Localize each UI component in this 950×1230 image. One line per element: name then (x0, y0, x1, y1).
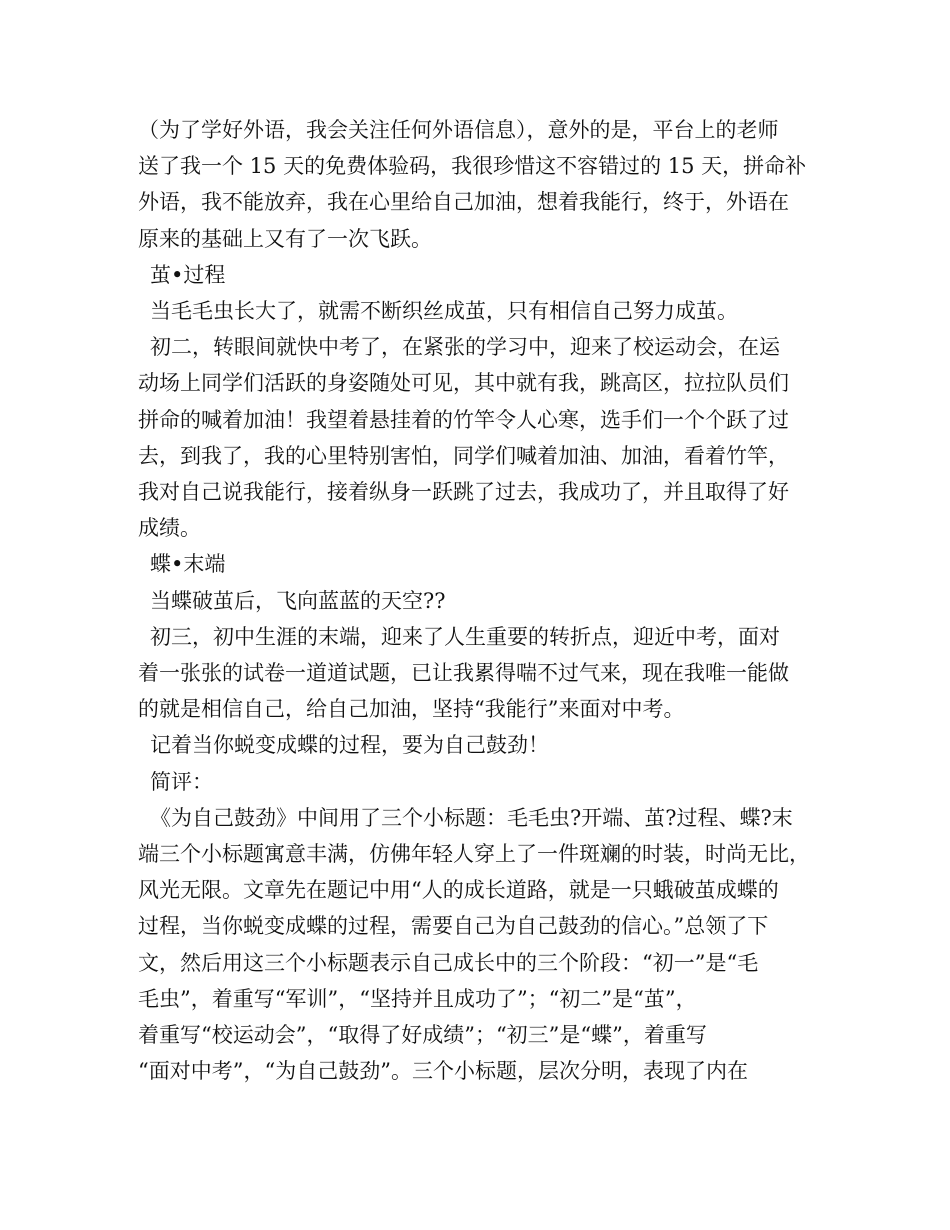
text-line: 端三个小标题寓意丰满，仿佛年轻人穿上了一件斑斓的时装，时尚无比， (138, 842, 810, 867)
paragraph-foreign-language (138, 112, 828, 257)
text-line: 当蝶破茧后，飞向蓝蓝的天空?? (150, 588, 446, 613)
subheading-text: 简评： (150, 769, 213, 794)
text-line: 动场上同学们活跃的身姿随处可见，其中就有我，跳高区，拉拉队员们 (138, 371, 789, 396)
subheading-comment (138, 764, 828, 800)
paragraph-sports-meet (138, 329, 828, 546)
text-line: 《为自己鼓劲》中间用了三个小标题：毛毛虫?开端、茧?过程、蝶?末 (150, 805, 793, 830)
text-line: 的就是相信自己，给自己加油，坚持“我能行”来面对中考。 (138, 697, 685, 722)
text-line: 初三，初中生涯的末端，迎来了人生重要的转折点，迎近中考，面对 (150, 624, 780, 649)
text-line: （为了学好外语，我会关注任何外语信息），意外的是，平台上的老师 (138, 118, 779, 142)
text-line: 外语，我不能放弃，我在心里给自己加油，想着我能行，终于，外语在 (138, 190, 789, 215)
subheading-cocoon-process (138, 257, 828, 293)
text-line: 文，然后用这三个小标题表示自己成长中的三个阶段：“初一”是“毛 (138, 950, 759, 975)
text-line: 着一张张的试卷一道道试题，已让我累得喘不过气来，现在我唯一能做 (138, 661, 789, 686)
paragraph-encourage (138, 727, 828, 763)
essay-text (138, 112, 828, 1089)
subheading-text: 茧•过程 (150, 262, 226, 287)
subheading-butterfly-end (138, 546, 828, 582)
subheading-text: 蝶•末端 (150, 552, 226, 577)
paragraph-cocoon-intro (138, 293, 828, 329)
text-line: 当毛毛虫长大了，就需不断织丝成茧，只有相信自己努力成茧。 (150, 299, 738, 324)
text-line: 毛虫”，着重写“军训”，“坚持并且成功了”；“初二”是“茧”， (138, 986, 697, 1011)
text-line: 风光无限。文章先在题记中用“人的成长道路，就是一只蛾破茧成蝶的 (138, 878, 779, 903)
text-line: 我对自己说我能行，接着纵身一跃跳了过去，我成功了，并且取得了好 (138, 480, 789, 505)
text-line: 记着当你蜕变成蝶的过程，要为自己鼓劲！ (150, 733, 549, 758)
text-line: 成绩。 (138, 516, 201, 541)
text-line: 着重写“校运动会”，“取得了好成绩”；“初三”是“蝶”，着重写 (138, 1023, 707, 1048)
text-line: 拼命的喊着加油！我望着悬挂着的竹竿令人心寒，选手们一个个跃了过 (138, 407, 789, 432)
text-line: 过程，当你蜕变成蝶的过程，需要自己为自己鼓劲的信心。”总领了下 (138, 914, 769, 939)
text-line: 去，到我了，我的心里特别害怕，同学们喊着加油、加油，看着竹竿， (138, 443, 789, 468)
text-line: 原来的基础上又有了一次飞跃。 (138, 226, 432, 251)
text-line: “面对中考”，“为自己鼓劲”。三个小标题，层次分明，表现了内在 (138, 1059, 748, 1084)
text-line: 初二，转眼间就快中考了，在紧张的学习中，迎来了校运动会，在运 (150, 335, 780, 360)
paragraph-butterfly-intro (138, 583, 828, 619)
text-line: 送了我一个 15 天的免费体验码，我很珍惜这不容错过的 15 天，拼命补 (138, 154, 807, 179)
paragraph-comment (138, 800, 828, 1090)
paragraph-exam (138, 619, 828, 728)
